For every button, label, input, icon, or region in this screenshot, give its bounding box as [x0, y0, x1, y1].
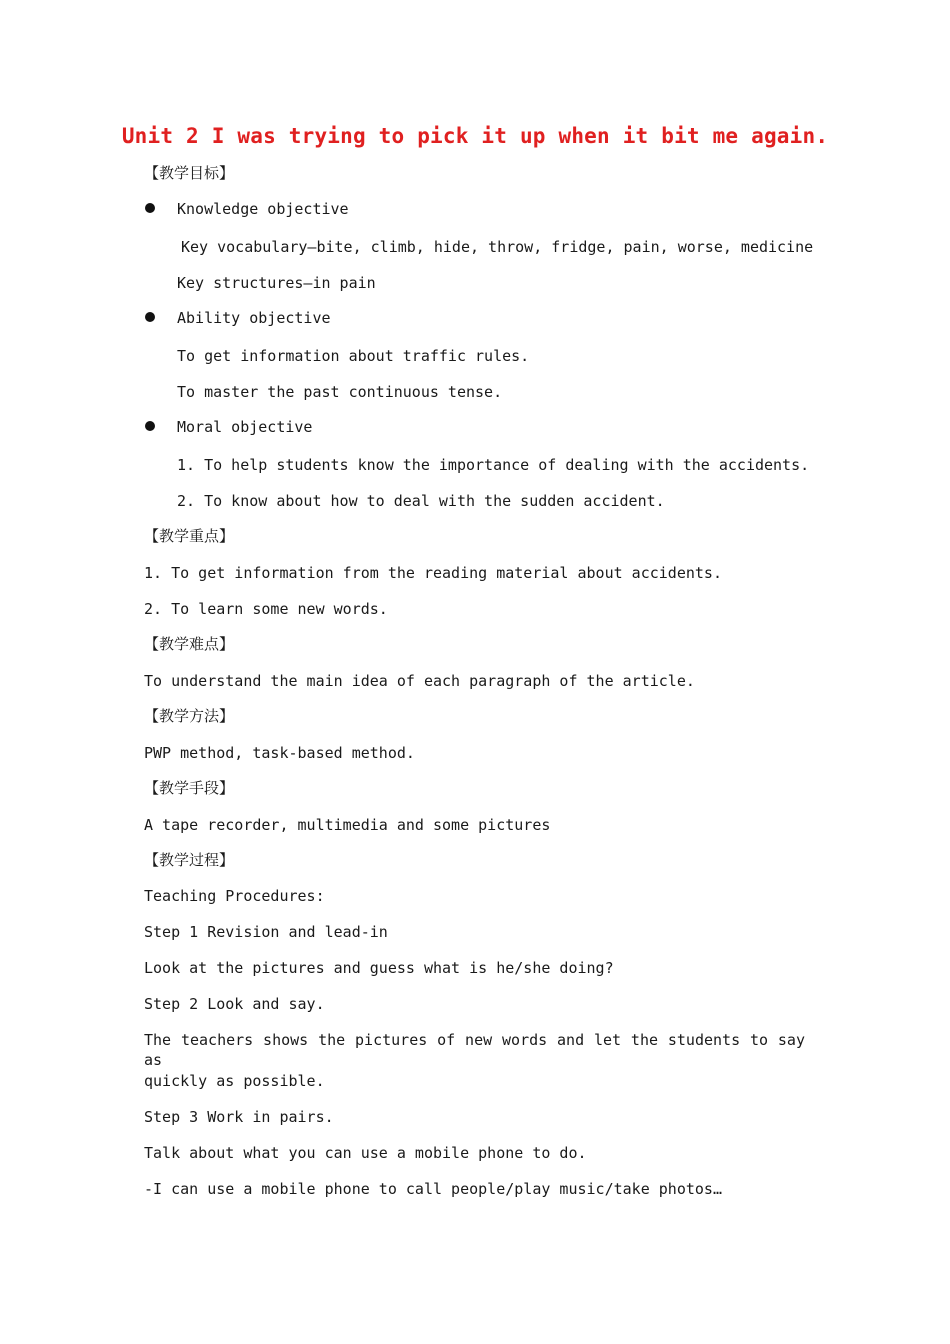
ability-item: To get information about traffic rules. [177, 347, 530, 365]
moral-item: 2. To know about how to deal with the sudden accident. [177, 492, 665, 510]
knowledge-objective-label: Knowledge objective [177, 200, 349, 218]
step-text: quickly as possible. [144, 1072, 325, 1090]
process-heading: 【教学过程】 [144, 851, 235, 869]
moral-objective-label: Moral objective [177, 418, 313, 436]
step-title: Step 1 Revision and lead-in [144, 923, 388, 941]
step-title: Step 3 Work in pairs. [144, 1108, 334, 1126]
bullet-icon [145, 421, 155, 431]
difficulties-text: To understand the main idea of each paragraph of the article. [144, 672, 695, 690]
methods-text: PWP method, task-based method. [144, 744, 415, 762]
step-text: The teachers shows the pictures of new words and let the students to say as [144, 1031, 805, 1069]
aids-heading: 【教学手段】 [144, 779, 235, 797]
bullet-icon [145, 312, 155, 322]
step-example: -I can use a mobile phone to call people/play music/take photos… [144, 1180, 722, 1198]
key-points-heading: 【教学重点】 [144, 527, 235, 545]
methods-heading: 【教学方法】 [144, 707, 235, 725]
ability-objective-label: Ability objective [177, 309, 331, 327]
bullet-icon [145, 203, 155, 213]
ability-item: To master the past continuous tense. [177, 383, 503, 401]
key-vocabulary: Key vocabulary—bite, climb, hide, throw, fridge, pain, worse, medicine [181, 238, 814, 256]
moral-item: 1. To help students know the importance of dealing with the accidents. [177, 456, 810, 474]
difficulties-heading: 【教学难点】 [144, 635, 235, 653]
objectives-heading: 【教学目标】 [144, 164, 235, 182]
process-intro: Teaching Procedures: [144, 887, 325, 905]
aids-text: A tape recorder, multimedia and some pictures [144, 816, 551, 834]
key-structures: Key structures—in pain [177, 274, 376, 292]
step-text: Look at the pictures and guess what is he/she doing? [144, 959, 614, 977]
key-point-item: 1. To get information from the reading material about accidents. [144, 564, 722, 582]
document-title: Unit 2 I was trying to pick it up when it bit me again. [121, 124, 829, 148]
step-text: Talk about what you can use a mobile phone to do. [144, 1144, 587, 1162]
step-title: Step 2 Look and say. [144, 995, 325, 1013]
key-point-item: 2. To learn some new words. [144, 600, 388, 618]
